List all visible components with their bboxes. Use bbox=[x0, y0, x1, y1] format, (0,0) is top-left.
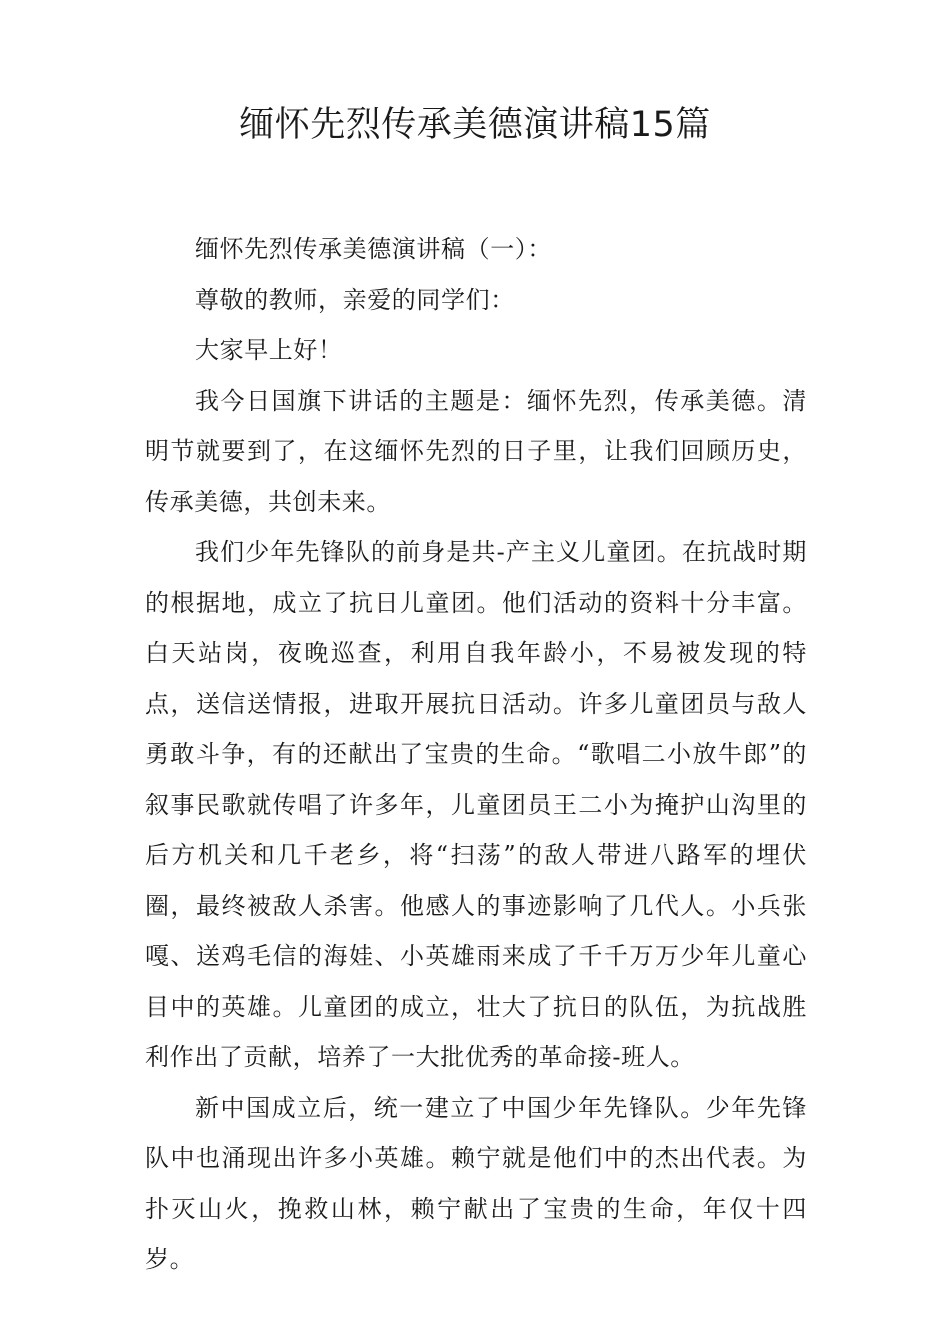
salutation: 尊敬的教师，亲爱的同学们： bbox=[195, 285, 515, 314]
paragraph-new-china: 新中国成立后，统一建立了中国少年先锋队。少年先锋队中也涌现出许多小英雄。赖宁就是他们中的杰出代表。为扑灭山火，挽救山林，赖宁献出了宝贵的生命，年仅十四岁。 bbox=[145, 1093, 807, 1273]
greeting: 大家早上好！ bbox=[195, 336, 343, 364]
paragraph-theme: 我今日国旗下讲话的主题是：缅怀先烈，传承美德。清明节就要到了，在这缅怀先烈的日子里，让我们回顾历史，传承美德，共创未来。 bbox=[145, 386, 807, 516]
document-body bbox=[145, 224, 807, 1285]
document-title: 缅怀先烈传承美德演讲稿15篇 bbox=[239, 105, 711, 145]
paragraph-history: 我们少年先锋队的前身是共-产主义儿童团。在抗战时期的根据地，成立了抗日儿童团。他们活动的资料十分丰富。白天站岗，夜晚巡查，利用自我年龄小，不易被发现的特点，送信送情报，进取开展抗日活动。许多儿童团员与敌人勇敢斗争，有的还献出了宝贵的生命。“歌唱二小放牛郎”的叙事民歌就传唱了许多年，儿童团员王二小为掩护山沟里的后方机关和几千老乡，将“扫荡”的敌人带进八路军的埋伏圈，最终被敌人杀害。他感人的事迹影响了几代人。小兵张嘎、送鸡毛信的海娃、小英雄雨来成了千千万万少年儿童心目中的英雄。儿童团的成立，壮大了抗日的队伍，为抗战胜利作出了贡献，培养了一大批优秀的革命接-班人。 bbox=[145, 538, 807, 1071]
speech-heading: 缅怀先烈传承美德演讲稿（一）： bbox=[195, 235, 552, 263]
